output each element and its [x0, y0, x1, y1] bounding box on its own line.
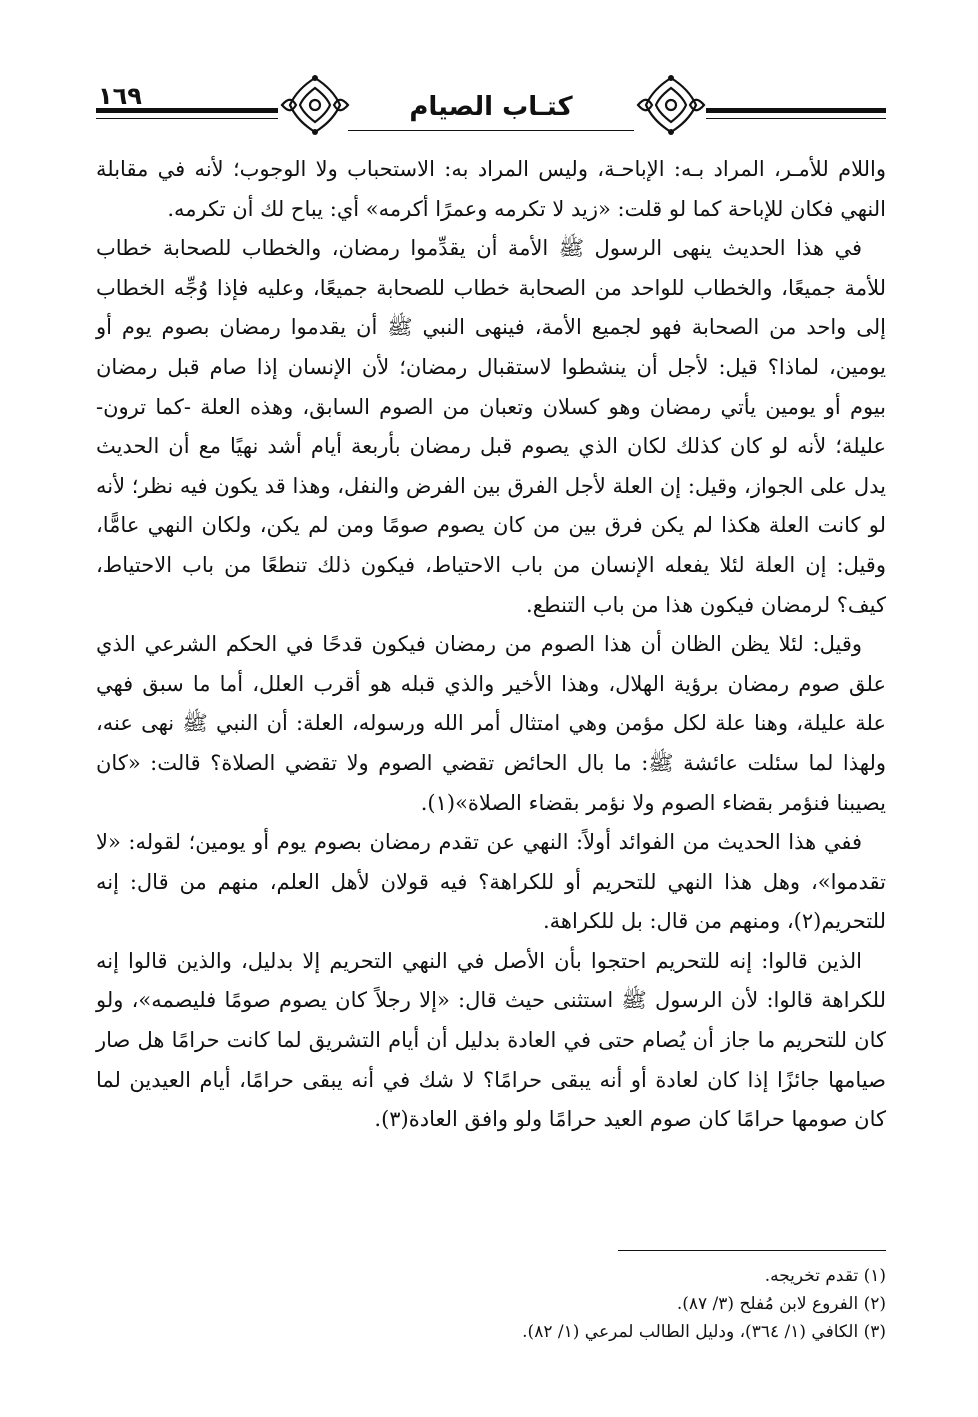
footnote-3: (٣) الكافي (١/ ٣٦٤)، ودليل الطالب لمرعي (١/ ٨٢). — [522, 1322, 886, 1342]
paragraph-5: الذين قالوا: إنه للتحريم احتجوا بأن الأصل في النهي التحريم إلا بدليل، والذين قالوا إنه للكراهة قالوا: لأن الرسول ﷺ استثنى حيث قال: «إلا رجلاً كان يصوم صومًا فليصمه»، ولو كان للتحريم ما جاز أن يُصام حتى في العادة بدليل أن أيام التشريق لما كانت حرامًا هل صار صيامها جائزًا إذا كان لعادة أو أنه يبقى حرامًا؟ لا شك في أنه يبقى حرامًا، أيام العيدين لما كان صومها حرامًا كان صوم العيد حرامًا ولو وافق العادة(٣). — [96, 948, 886, 1132]
book-title: كتـاب الصيام — [409, 92, 573, 122]
footnote-2: (٢) الفروع لابن مُفلح (٣/ ٨٧). — [676, 1294, 886, 1314]
ornament-right-icon — [636, 74, 706, 136]
paragraph-2: في هذا الحديث ينهى الرسول ﷺ الأمة أن يقدِّموا رمضان، والخطاب للصحابة خطاب للأمة جميعًا، والخطاب للواحد من الصحابة خطاب للصحابة جميعًا، وعليه فإذا وُجِّه الخطاب إلى واحد من الصحابة فهو لجميع الأمة، فينهى النبي ﷺ أن يقدموا رمضان بصوم يوم أو يومين، لماذا؟ قيل: لأجل أن ينشطوا لاستقبال رمضان؛ لأن الإنسان إذا صام قبل رمضان بيوم أو يومين يأتي رمضان وهو كسلان وتعبان من الصوم السابق، وهذه العلة -كما ترون- عليلة؛ لأنه لو كان كذلك لكان الذي يصوم قبل رمضان بأربعة أيام أشد نهيًا مع أن الحديث يدل على الجواز، وقيل: إن العلة لأجل الفرق بين الفرض والنفل، وهذا قد يكون فيه نظر؛ لأنه لو كانت العلة هكذا لم يكن فرق بين من كان يصوم صومًا ومن لم يكن، ولكان النهي عامًّا، وقيل: إن العلة لئلا يفعله الإنسان من باب الاحتياط، فيكون ذلك تنطعًا من باب الاحتياط، كيف؟ لرمضان فيكون هذا من باب التنطع. — [96, 236, 886, 617]
page-header — [96, 72, 886, 142]
paragraph-3: وقيل: لئلا يظن الظان أن هذا الصوم من رمضان فيكون قدحًا في الحكم الشرعي الذي علق صوم رمضان برؤية الهلال، وهذا الأخير والذي قبله هو أقرب العلل، أما ما سبق فهي علة عليلة، وهنا علة لكل مؤمن وهي امتثال أمر الله ورسوله، العلة: أن النبي ﷺ نهى عنه، ولهذا لما سئلت عائشة ﷺ: ما بال الحائض تقضي الصوم ولا تقضي الصلاة؟ قالت: «كان يصيبنا فنؤمر بقضاء الصوم ولا نؤمر بقضاء الصلاة»(١). — [96, 632, 886, 815]
paragraph-4: ففي هذا الحديث من الفوائد أولاً: النهي عن تقدم رمضان بصوم يوم أو يومين؛ لقوله: «لا تقدموا»، وهل هذا النهي للتحريم أو للكراهة؟ فيه قولان لأهل العلم، منهم من قال: إنه للتحريم(٢)، ومنهم من قال: بل للكراهة. — [96, 830, 886, 934]
footnote-separator — [618, 1250, 886, 1251]
main-text — [96, 150, 886, 1140]
header-rule-center — [348, 130, 634, 131]
footnote-1: (١) تقدم تخريجه. — [764, 1266, 886, 1286]
footnotes — [96, 1262, 886, 1346]
page-number: ١٦٩ — [98, 82, 142, 110]
paragraph-1: واللام للأمـر، المراد بـه: الإباحـة، وليس المراد به: الاستحباب ولا الوجوب؛ لأنه في مقابلة النهي فكان للإباحة كما لو قلت: «زيد لا تكرمه وعمرًا أكرمه» أي: يباح لك أن تكرمه. — [96, 157, 886, 221]
